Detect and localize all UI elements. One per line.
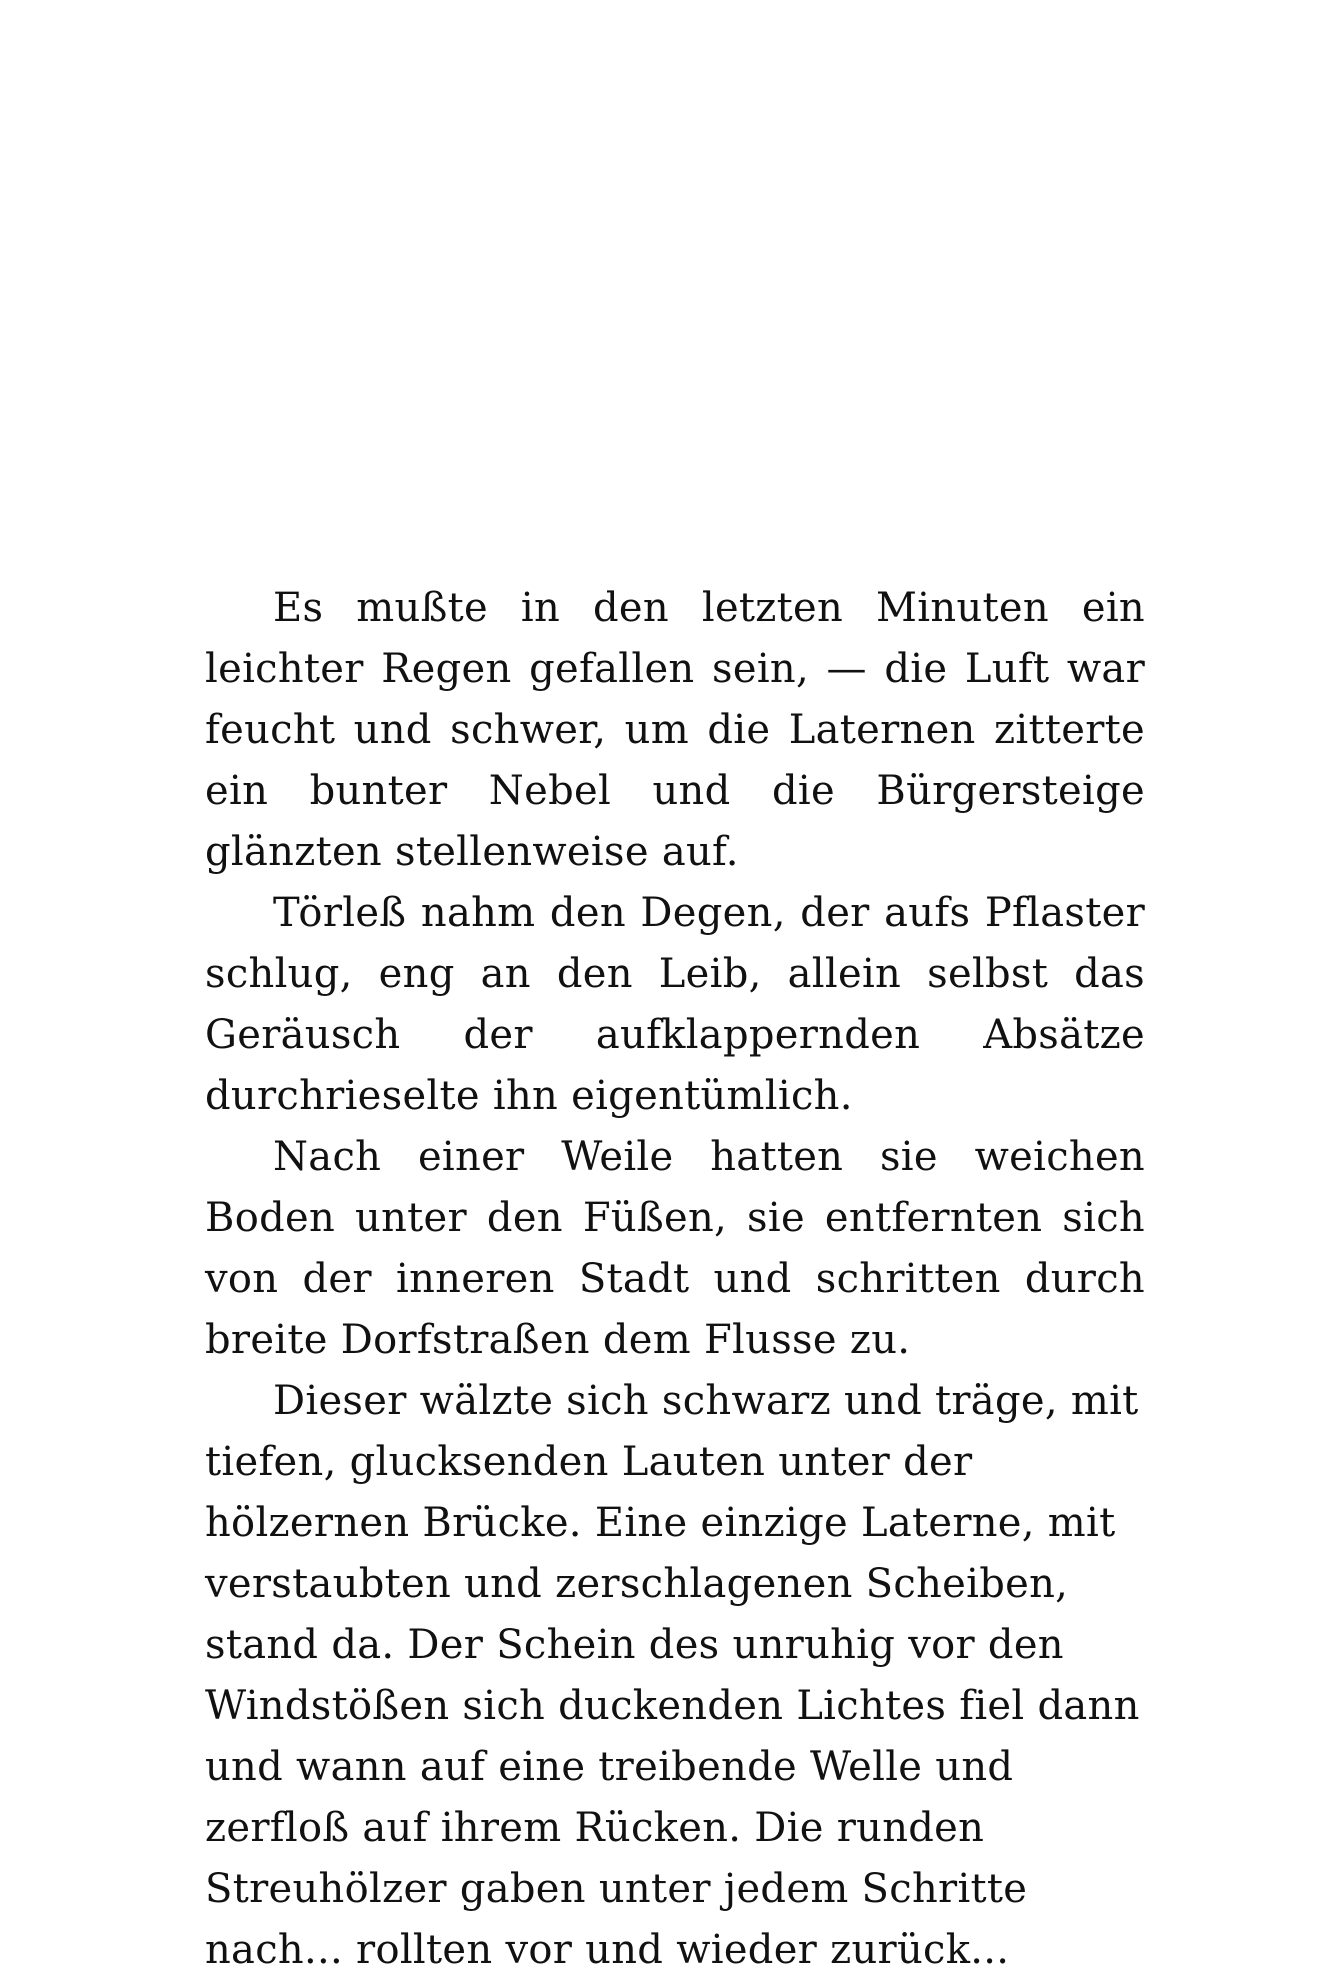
paragraph-2: Törleß nahm den Degen, der aufs Pflaster schlug, eng an den Leib, allein selbst das Geräusch der aufklappernden Absätze durchrieselte ihn eigentümlich. <box>205 890 1145 1119</box>
paragraph-4: Dieser wälzte sich schwarz und träge, mit tiefen, glucksenden Lauten unter der hölzernen Brücke. Eine einzige Laterne, mit verstaubten und zerschlagenen Scheiben, stand da. Der Schein des unruhig vor den Windstößen sich duckenden Lichtes fiel dann und wann auf eine treibende Welle und zerfloß auf ihrem Rücken. Die runden Streuhölzer gaben unter jedem Schritte nach... rollten vor und wieder zurück... <box>205 1378 1140 1973</box>
paragraph-3: Nach einer Weile hatten sie weichen Boden unter den Füßen, sie entfernten sich von der inneren Stadt und schritten durch breite Dorfstraßen dem Flusse zu. <box>205 1134 1145 1363</box>
paragraph-1: Es mußte in den letzten Minuten ein leichter Regen gefallen sein, — die Luft war feucht und schwer, um die Laternen zitterte ein bunter Nebel und die Bürgersteige glänzten stellenweise auf. <box>205 585 1145 875</box>
body-text <box>205 578 1145 1981</box>
